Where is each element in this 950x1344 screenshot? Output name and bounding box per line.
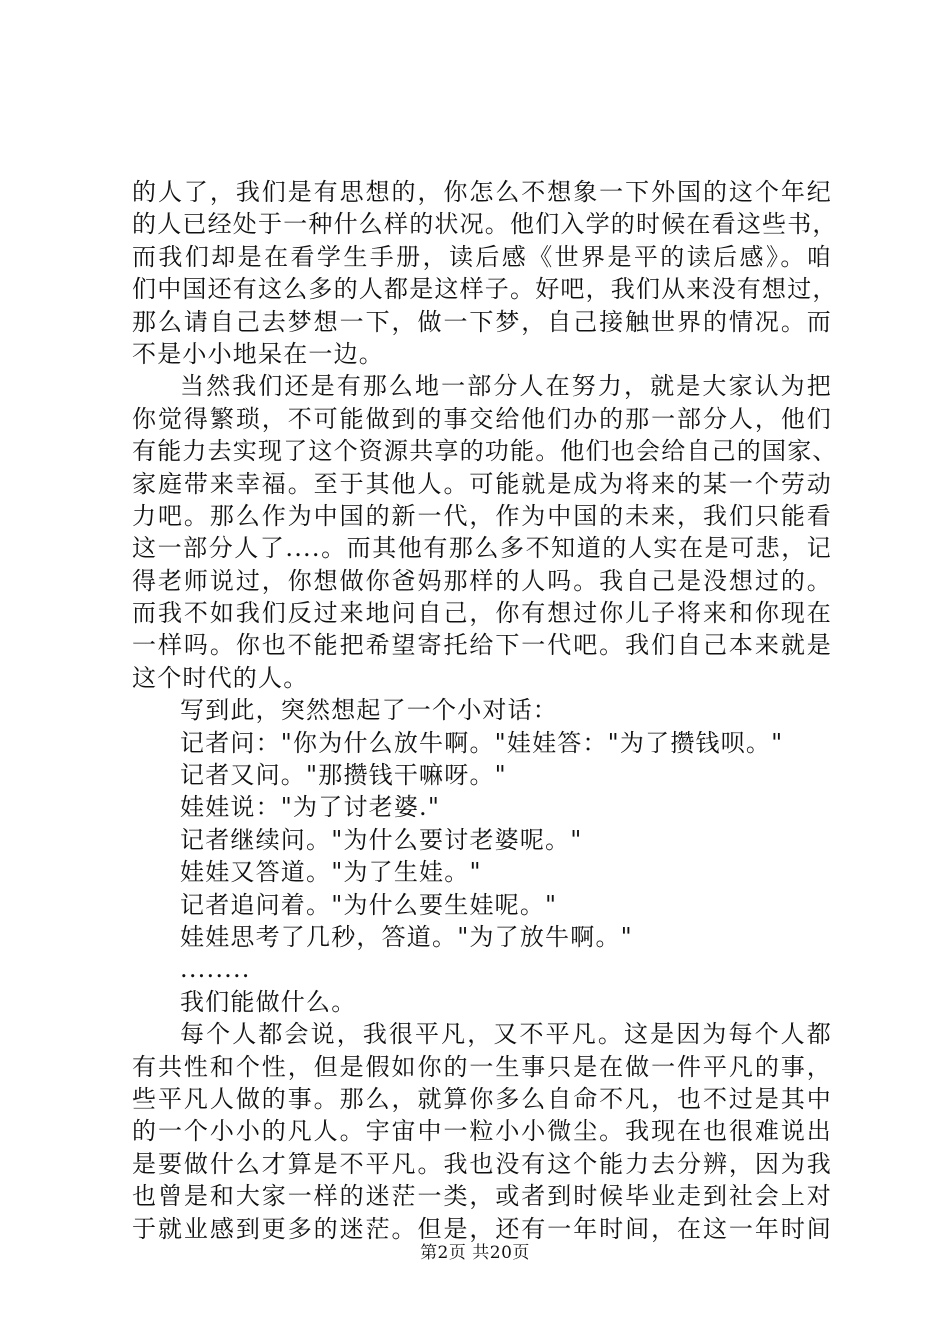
text-line: 不是小小地呆在一边。 bbox=[132, 339, 384, 368]
text-line: 于就业感到更多的迷茫。但是，还有一年时间，在这一年时间 bbox=[132, 1214, 832, 1243]
text-line: 些平凡人做的事。那么，就算你多么自命不凡，也不过是其中 bbox=[132, 1084, 832, 1113]
text-line: 记者又问。"那攒钱干嘛呀。" bbox=[180, 761, 507, 790]
text-line: 也曾是和大家一样的迷茫一类，或者到时候毕业走到社会上对 bbox=[132, 1182, 832, 1211]
text-line: 娃娃说："为了讨老婆." bbox=[180, 793, 441, 822]
text-line: 们中国还有这么多的人都是这样子。好吧，我们从来没有想过， bbox=[132, 275, 838, 304]
text-line: 是要做什么才算是不平凡。我也没有这个能力去分辨，因为我 bbox=[132, 1149, 832, 1178]
text-line: 我们能做什么。 bbox=[180, 987, 357, 1016]
body-text bbox=[132, 176, 838, 1245]
text-line: 当然我们还是有那么地一部分人在努力，就是大家认为把 bbox=[180, 372, 832, 401]
text-line: 的人了，我们是有思想的，你怎么不想象一下外国的这个年纪 bbox=[132, 178, 832, 206]
page-footer bbox=[0, 1242, 950, 1264]
text-line: 记者追问着。"为什么要生娃呢。" bbox=[180, 890, 558, 919]
text-line: 记者问："你为什么放牛啊。"娃娃答："为了攒钱呗。" bbox=[180, 728, 784, 757]
text-line: 那么请自己去梦想一下，做一下梦，自己接触世界的情况。而 bbox=[132, 307, 832, 336]
text-line: 而我不如我们反过来地问自己，你有想过你儿子将来和你现在 bbox=[132, 599, 832, 628]
text-line: 记者继续问。"为什么要讨老婆呢。" bbox=[180, 825, 583, 854]
text-line: 家庭带来幸福。至于其他人。可能就是成为将来的某一个劳动 bbox=[132, 469, 832, 498]
text-line: 这个时代的人。 bbox=[132, 663, 309, 692]
text-line: 这一部分人了....。而其他有那么多不知道的人实在是可悲，记 bbox=[132, 534, 832, 563]
text-line: ........ bbox=[180, 955, 251, 984]
text-line: 而我们却是在看学生手册，读后感《世界是平的读后感》。咱 bbox=[132, 242, 832, 271]
text-line: 力吧。那么作为中国的新一代，作为中国的未来，我们只能看 bbox=[132, 501, 832, 530]
text-line: 的人已经处于一种什么样的状况。他们入学的时候在看这些书， bbox=[132, 210, 838, 239]
text-line: 你觉得繁琐，不可能做到的事交给他们办的那一部分人，他们 bbox=[132, 404, 832, 433]
text-line: 得老师说过，你想做你爸妈那样的人吗。我自己是没想过的。 bbox=[132, 566, 832, 595]
text-line: 娃娃思考了几秒，答道。"为了放牛啊。" bbox=[180, 922, 633, 951]
text-line: 的一个小小的凡人。宇宙中一粒小小微尘。我现在也很难说出 bbox=[132, 1117, 832, 1146]
text-line: 有共性和个性，但是假如你的一生事只是在做一件平凡的事， bbox=[132, 1052, 832, 1081]
text-line: 有能力去实现了这个资源共享的功能。他们也会给自己的国家、 bbox=[132, 437, 838, 466]
text-line: 写到此，突然想起了一个小对话： bbox=[180, 696, 558, 725]
page-number: 第2页 共20页 bbox=[420, 1243, 530, 1263]
text-line: 娃娃又答道。"为了生娃。" bbox=[180, 858, 482, 887]
text-line: 一样吗。你也不能把希望寄托给下一代吧。我们自己本来就是 bbox=[132, 631, 832, 660]
text-line: 每个人都会说，我很平凡，又不平凡。这是因为每个人都 bbox=[180, 1020, 832, 1049]
